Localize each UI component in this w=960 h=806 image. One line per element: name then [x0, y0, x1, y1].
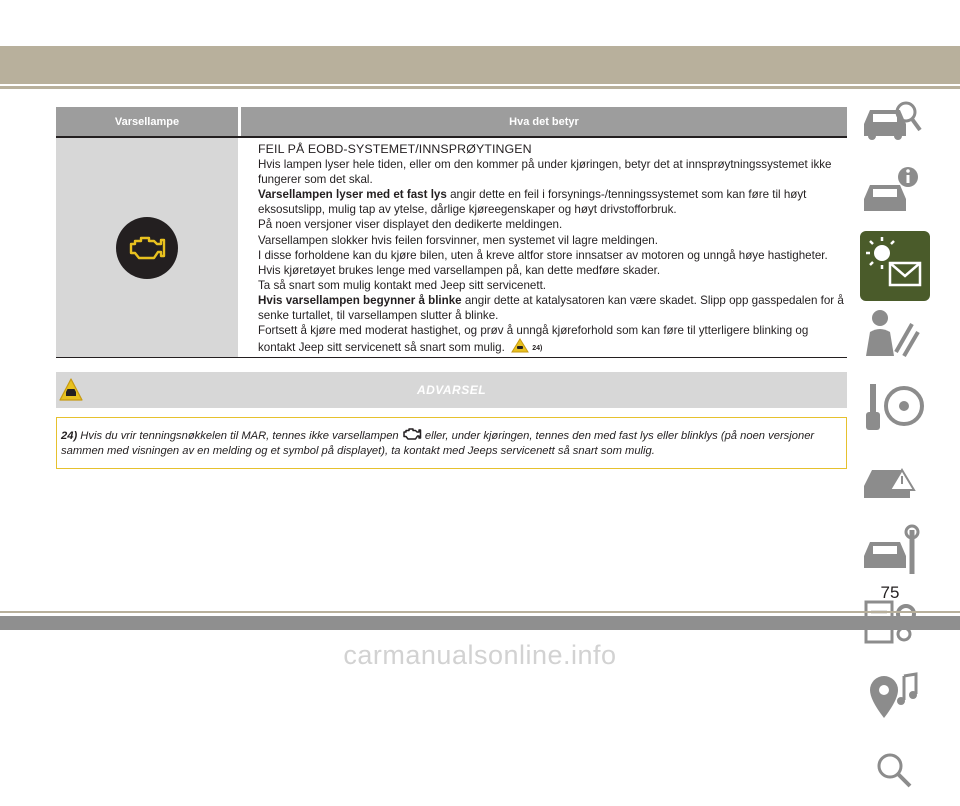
- warning-text-after: eller, under kjøringen, tennes den med fast lys eller blinklys (på noen versjoner sammen med visningen av en melding og et symbol på displayet), ta kontakt med Jeeps servicenett så snart som mulig.: [61, 430, 815, 457]
- reference-24[interactable]: 24): [532, 345, 543, 353]
- warning-light-table: [56, 107, 847, 358]
- chapter-warning-lights[interactable]: [860, 231, 930, 301]
- warning-number: 24): [61, 430, 78, 442]
- warning-text: [61, 427, 836, 459]
- bottom-band: [0, 616, 960, 630]
- paragraph-1: Hvis lampen lyser hele tiden, eller om den kommer på under kjøringen, betyr det at innsprøytningssystemet ikke fungerer som det skal.: [258, 158, 832, 187]
- chapter-index[interactable]: [860, 736, 930, 806]
- paragraph-7-text: angir dette at katalysatoren kan være skadet. Slipp opp gasspedalen for å senke turtallet, til varsellampen slutter å blinke.: [258, 293, 844, 323]
- warning-triangle-icon: [511, 338, 529, 353]
- car-search-icon: [860, 90, 930, 154]
- paragraph-4: Varsellampen slokker hvis feilen forsvinner, men systemet vil lagre meldingen.: [258, 233, 658, 247]
- chapter-car-info[interactable]: [860, 161, 930, 231]
- warning-header: [56, 372, 847, 408]
- car-wrench-icon: [860, 520, 930, 584]
- person-airbag-icon: [860, 304, 930, 368]
- paragraph-7: [258, 293, 847, 323]
- top-divider: [0, 86, 960, 89]
- header-meaning: Hva det betyr: [509, 115, 579, 128]
- paragraph-6: Ta så snart som mulig kontakt med Jeep sitt servicenett.: [258, 278, 547, 292]
- paragraph-8-text: Fortsett å kjøre med moderat hastighet, og prøv å unngå kjøreforhold som kan føre til ytterligere blinking og kontakt Jeep sitt servicenett så snart som mulig.: [258, 324, 809, 355]
- chapter-car-search[interactable]: [860, 90, 930, 160]
- warning-light-message-icon: [860, 231, 930, 301]
- bottom-divider: [0, 611, 960, 613]
- warning-title: ADVARSEL: [416, 383, 487, 397]
- top-band: [0, 46, 960, 84]
- paragraph-2-text: angir dette en feil i forsynings-/tenningssystemet som kan føre til høyt eksosutslipp, mulig tap av ytelse, dårlige kjøreegenskaper og høyt drivstofforbruk.: [258, 188, 807, 217]
- car-info-icon: [860, 161, 930, 225]
- row-rule: [56, 357, 847, 358]
- paragraph-7-bold: Hvis varsellampen begynner å blinke: [258, 293, 462, 307]
- fault-heading: FEIL PÅ EOBD-SYSTEMET/INNSPRØYTINGEN: [258, 142, 532, 156]
- paragraph-8: [258, 323, 847, 356]
- chapter-safety[interactable]: [860, 304, 930, 374]
- watermark: carmanualsonline.info: [343, 640, 617, 670]
- warning-text-before: Hvis du vrir tenningsnøkkelen til MAR, tennes ikke varsellampen: [80, 430, 399, 442]
- paragraph-2-bold: Varsellampen lyser med et fast lys: [258, 188, 447, 202]
- table-row: [56, 138, 847, 357]
- paragraph-5: I disse forholdene kan du kjøre bilen, uten å kreve altfor store innsatser av motoren og unngå høye hastigheter. Hvis kjøretøyet brukes lenge med varsellampen på, kan dette medføre skader.: [258, 248, 828, 277]
- meaning-cell: [241, 138, 847, 357]
- paragraph-2: [258, 187, 847, 217]
- lamp-cell: [56, 138, 238, 357]
- paragraph-3: På noen versjoner viser displayet den dedikerte meldingen.: [258, 218, 563, 232]
- chapter-maintenance[interactable]: [860, 520, 930, 590]
- chapter-multimedia[interactable]: [860, 664, 930, 734]
- engine-check-icon: [402, 427, 422, 441]
- engine-check-icon: [116, 217, 178, 279]
- index-search-icon: [860, 736, 930, 800]
- warning-box: [56, 417, 847, 469]
- music-location-icon: [860, 664, 930, 728]
- page-number: 75: [880, 583, 900, 602]
- header-warning-lamp: Varsellampe: [114, 115, 180, 128]
- table-header: [56, 107, 847, 136]
- car-hazard-icon: [860, 448, 930, 512]
- chapter-starting-driving[interactable]: [860, 376, 930, 446]
- key-steering-wheel-icon: [860, 376, 930, 440]
- chapter-emergency[interactable]: [860, 448, 930, 518]
